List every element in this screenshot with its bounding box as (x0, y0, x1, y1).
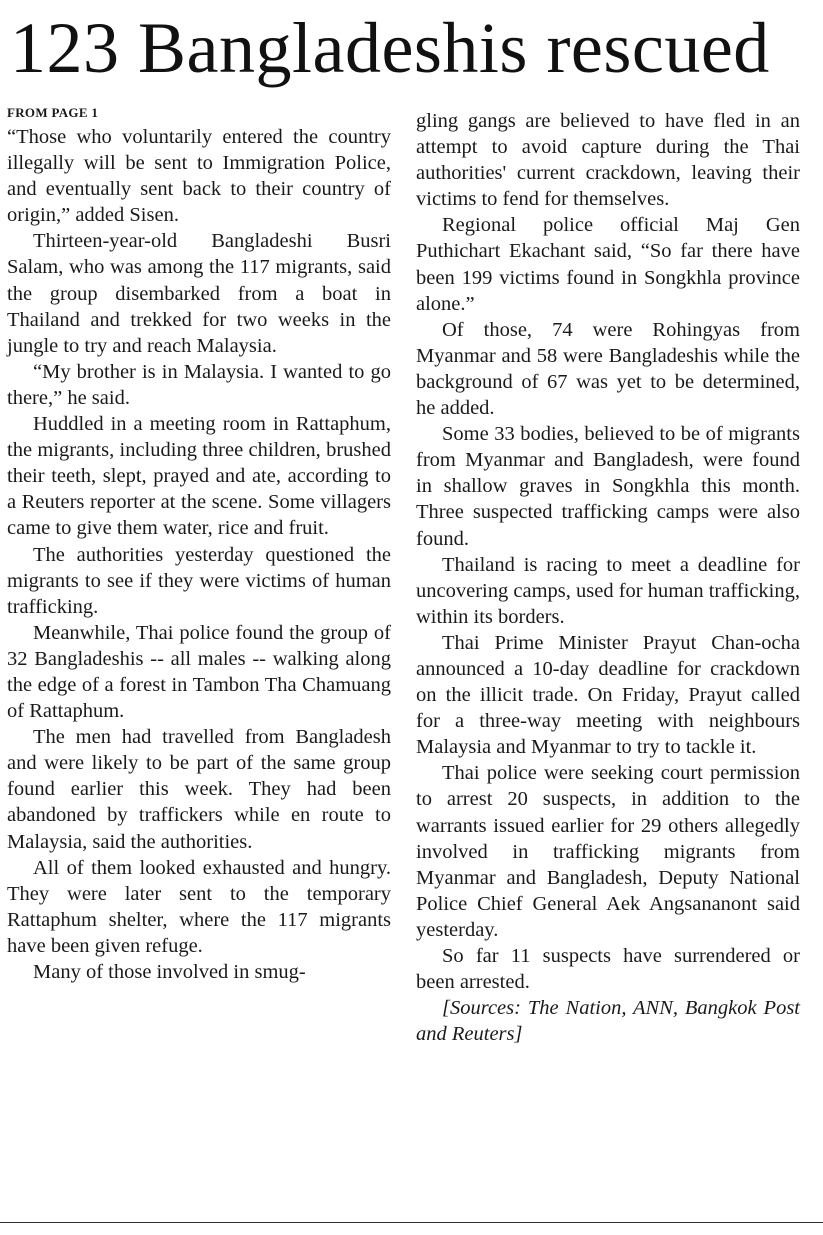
paragraph: “My brother is in Malaysia. I wanted to go there,” he said. (7, 360, 391, 409)
paragraph: Thai police were seeking court permission to arrest 20 suspects, in addition to the warrants issued earlier for 29 others allegedly involved in trafficking migrants from Myanmar and Bangladesh, Deputy National Police Chief General Aek Angsananont said yesterday. (416, 762, 800, 941)
paragraph: Thailand is racing to meet a deadline for uncovering camps, used for human trafficking, within its borders. (416, 553, 800, 628)
paragraph: All of them looked exhausted and hungry. They were later sent to the temporary Rattaphum shelter, where the 117 migrants have been given refuge. (7, 856, 391, 957)
paragraph: Regional police official Maj Gen Puthichart Ekachant said, “So far there have been 199 victims found in Songkhla province alone.” (416, 214, 800, 315)
paragraph: The authorities yesterday questioned the migrants to see if they were victims of human trafficking. (7, 543, 391, 618)
paragraph: “Those who voluntarily entered the country illegally will be sent to Immigration Police, and eventually sent back to their country of origin,” added Sisen. (7, 126, 391, 227)
paragraph: So far 11 suspects have surrendered or been arrested. (416, 945, 800, 994)
bottom-rule (0, 1222, 823, 1223)
sources-credit: [Sources: The Nation, ANN, Bangkok Post and Reuters] (416, 997, 800, 1046)
paragraph: Meanwhile, Thai police found the group of 32 Bangladeshis -- all males -- walking along the edge of a forest in Tambon Tha Chamuang of Rattaphum. (7, 621, 391, 723)
paragraph: Huddled in a meeting room in Rattaphum, the migrants, including three children, brushed their teeth, slept, prayed and ate, according to a Reuters reporter at the scene. Some villagers came to give them water, rice and fruit. (7, 413, 391, 540)
paragraph: The men had travelled from Bangladesh and were likely to be part of the same group found earlier this week. They had been abandoned by traffickers while en route to Malaysia, said the authorities. (7, 726, 391, 853)
paragraph: gling gangs are believed to have fled in an attempt to avoid capture during the Thai authorities' current crackdown, leaving their victims to fend for themselves. (416, 110, 800, 211)
article-column-right (416, 108, 800, 1047)
jump-kicker: FROM PAGE 1 (7, 105, 99, 120)
paragraph: Thirteen-year-old Bangladeshi Busri Salam, who was among the 117 migrants, said the group disembarked from a boat in Thailand and trekked for two weeks in the jungle to try and reach Malaysia. (7, 230, 391, 357)
paragraph: Thai Prime Minister Prayut Chan-ocha announced a 10-day deadline for crackdown on the illicit trade. On Friday, Prayut called for a three-way meeting with neighbours Malaysia and Myanmar to try to tackle it. (416, 631, 800, 759)
paragraph: Some 33 bodies, believed to be of migrants from Myanmar and Bangladesh, were found in shallow graves in Songkhla this month. Three suspected trafficking camps were also found. (416, 423, 800, 550)
headline: 123 Bangladeshis rescued (10, 8, 770, 88)
article-column-left (7, 104, 391, 985)
paragraph: Of those, 74 were Rohingyas from Myanmar and 58 were Bangladeshis while the background of 67 was yet to be determined, he added. (416, 318, 800, 420)
paragraph: Many of those involved in smug- (33, 961, 306, 983)
